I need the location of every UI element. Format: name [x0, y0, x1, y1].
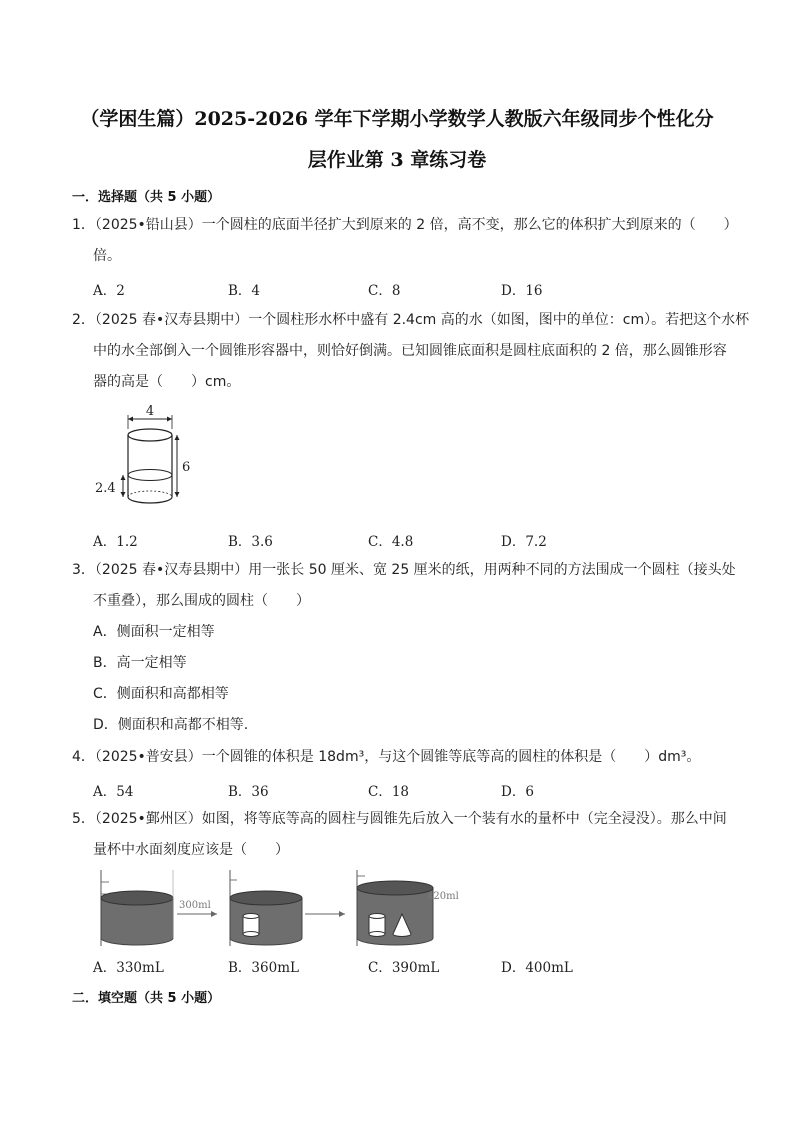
- q3-option-a[interactable]: A．侧面积一定相等: [93, 624, 215, 640]
- q4-text-line1: 4．（2025•普安县）一个圆锥的体积是 18dm³，与这个圆锥等底等高的圆柱的体积是（ ）dm³。: [72, 749, 701, 765]
- q1-text-line2: 倍。: [93, 248, 121, 264]
- q1-option-d[interactable]: D．16: [501, 283, 543, 299]
- figure-water-label: 2.4: [95, 481, 116, 496]
- measuring-cups-figure: [93, 866, 483, 950]
- q5-option-d[interactable]: D．400mL: [501, 960, 573, 976]
- measuring-cup-1: [101, 870, 173, 946]
- q2-text-line3: 器的高是（ ）cm。: [93, 374, 241, 390]
- q3-option-b[interactable]: B．高一定相等: [93, 655, 187, 671]
- measuring-cup-2: [230, 870, 302, 946]
- q3-option-d[interactable]: D．侧面积和高都不相等.: [93, 717, 249, 733]
- page-title-line1: （学困生篇）2025-2026 学年下学期小学数学人教版六年级同步个性化分: [80, 108, 714, 130]
- q5-text-line2: 量杯中水面刻度应该是（ ）: [93, 842, 289, 858]
- measuring-cup-3: [357, 870, 433, 946]
- figure-side-label: 6: [182, 460, 191, 475]
- q5-option-c[interactable]: C．390mL: [368, 960, 440, 976]
- q4-option-c[interactable]: C．18: [368, 784, 410, 800]
- q1-option-c[interactable]: C．8: [368, 283, 401, 299]
- section-heading-fill-in: 二．填空题（共 5 小题）: [72, 991, 221, 1006]
- q5-option-a[interactable]: A．330mL: [93, 960, 164, 976]
- page-title-line2: 层作业第 3 章练习卷: [307, 149, 487, 171]
- q2-option-d[interactable]: D．7.2: [501, 534, 547, 550]
- q2-option-b[interactable]: B．3.6: [228, 534, 273, 550]
- q5-option-b[interactable]: B．360mL: [228, 960, 299, 976]
- q1-option-a[interactable]: A．2: [93, 283, 125, 299]
- section-heading-choice: 一．选择题（共 5 小题）: [72, 190, 221, 205]
- cup1-volume-label: 300ml: [179, 900, 211, 911]
- q2-option-a[interactable]: A．1.2: [93, 534, 138, 550]
- q2-text-line1: 2．（2025 春•汉寿县期中）一个圆柱形水杯中盛有 2.4cm 高的水（如图，图中的单位：cm）。若把这个水杯: [72, 312, 750, 328]
- q4-option-a[interactable]: A．54: [93, 784, 134, 800]
- q2-option-c[interactable]: C．4.8: [368, 534, 414, 550]
- q3-text-line2: 不重叠），那么围成的圆柱（ ）: [93, 593, 310, 609]
- q2-text-line2: 中的水全部倒入一个圆锥形容器中，则恰好倒满。已知圆锥底面积是圆柱底面积的 2 倍，那么圆锥形容: [93, 343, 727, 359]
- figure-top-label: 4: [145, 405, 155, 419]
- q1-text-line1: 1．（2025•铅山县）一个圆柱的底面半径扩大到原来的 2 倍，高不变，那么它的体积扩大到原来的（ ）: [72, 217, 738, 233]
- cup3-volume-label: 420ml: [427, 891, 459, 902]
- q4-option-d[interactable]: D．6: [501, 784, 534, 800]
- q5-text-line1: 5．（2025•鄞州区）如图，将等底等高的圆柱与圆锥先后放入一个装有水的量杯中（完全浸没）。那么中间: [72, 811, 727, 827]
- q3-option-c[interactable]: C．侧面积和高都相等: [93, 686, 229, 702]
- q4-option-b[interactable]: B．36: [228, 784, 269, 800]
- q1-option-b[interactable]: B．4: [228, 283, 261, 299]
- q3-text-line1: 3．（2025 春•汉寿县期中）用一张长 50 厘米、宽 25 厘米的纸，用两种不同的方法围成一个圆柱（接头处: [72, 562, 736, 578]
- cylinder-cup-figure: [93, 405, 203, 513]
